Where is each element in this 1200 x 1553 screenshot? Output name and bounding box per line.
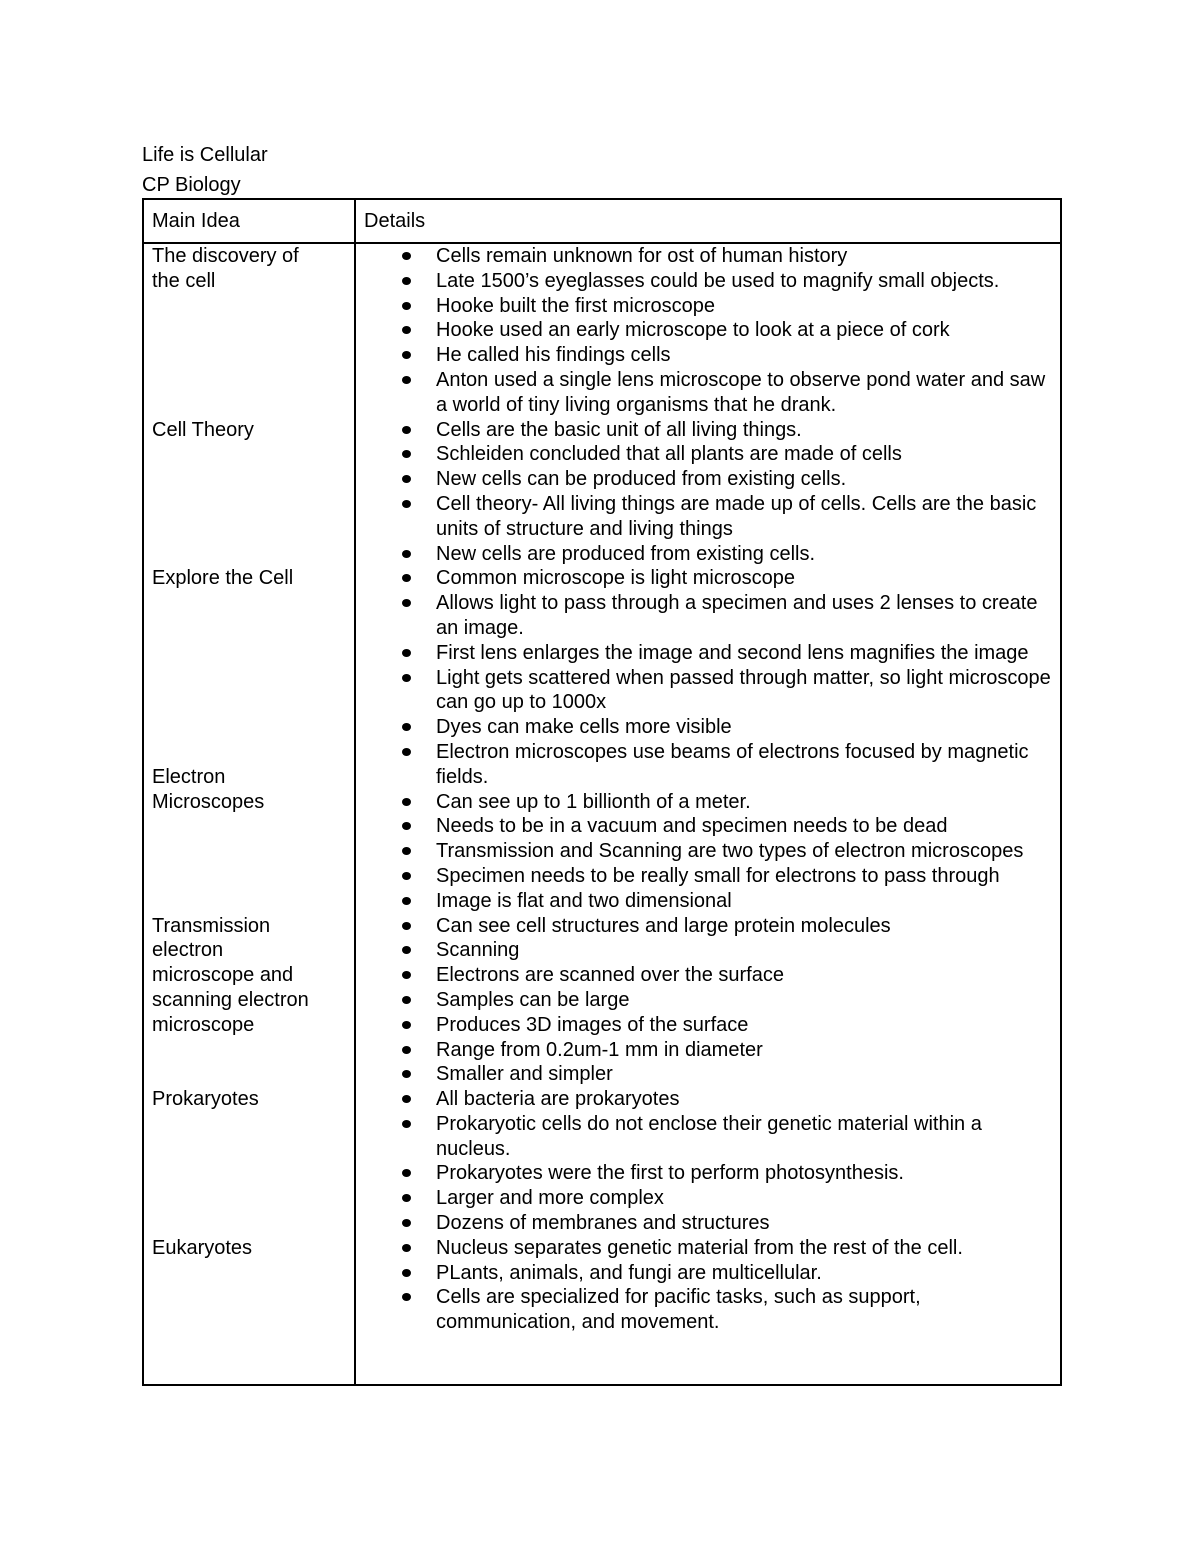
bullet-icon	[402, 822, 411, 830]
detail-text: Electron microscopes use beams of electrons focused by magnetic fields.	[436, 740, 1029, 788]
bullet-icon	[402, 1244, 411, 1252]
detail-text: Smaller and simpler	[436, 1063, 613, 1086]
bullet-icon	[402, 574, 411, 582]
detail-item	[436, 889, 1060, 914]
details-header: Details	[355, 199, 1061, 243]
main-idea-column	[143, 243, 355, 1385]
document-header	[142, 140, 268, 200]
detail-text: Light gets scattered when passed through matter, so light microscope can go up to 1000x	[436, 666, 1051, 714]
detail-text: Nucleus separates genetic material from the rest of the cell.	[436, 1236, 963, 1259]
detail-text: Electrons are scanned over the surface	[436, 964, 784, 987]
detail-text: He called his findings cells	[436, 344, 671, 367]
topic-eukaryotes	[152, 1236, 342, 1261]
detail-text: Scanning	[436, 939, 520, 962]
detail-text: Prokaryotic cells do not enclose their genetic material within a nucleus.	[436, 1112, 982, 1160]
detail-item	[436, 566, 1060, 591]
bullet-icon	[402, 922, 411, 930]
topic-line: microscope and	[152, 964, 294, 987]
detail-item	[436, 368, 1060, 418]
topic-line: Explore the Cell	[152, 567, 294, 590]
detail-item	[436, 1161, 1060, 1186]
topic-line: microscope	[152, 1013, 255, 1036]
bullet-icon	[402, 996, 411, 1004]
detail-text: Range from 0.2um-1 mm in diameter	[436, 1038, 763, 1061]
detail-item	[436, 740, 1060, 790]
bullet-icon	[402, 872, 411, 880]
detail-text: PLants, animals, and fungi are multicellular.	[436, 1261, 822, 1284]
detail-item	[436, 839, 1060, 864]
detail-item	[436, 1211, 1060, 1236]
detail-item	[436, 269, 1060, 294]
detail-item	[436, 938, 1060, 963]
bullet-icon	[402, 674, 411, 682]
detail-item	[436, 418, 1060, 443]
topic-explore-the-cell	[152, 566, 342, 591]
detail-text: Cells remain unknown for ost of human history	[436, 245, 848, 267]
topic-transmission-and-scanning	[152, 914, 342, 1038]
detail-item	[436, 1038, 1060, 1063]
bullet-icon	[402, 252, 411, 260]
detail-text: All bacteria are prokaryotes	[436, 1088, 680, 1111]
detail-item	[436, 988, 1060, 1013]
bullet-icon	[402, 798, 411, 806]
detail-text: Can see up to 1 billionth of a meter.	[436, 790, 751, 813]
detail-item	[436, 963, 1060, 988]
bullet-icon	[402, 847, 411, 855]
bullet-icon	[402, 1046, 411, 1054]
detail-text: Prokaryotes were the first to perform photosynthesis.	[436, 1162, 904, 1185]
bullet-icon	[402, 1219, 411, 1227]
detail-text: Dyes can make cells more visible	[436, 716, 732, 739]
topic-line: the cell	[152, 269, 216, 292]
detail-item	[436, 1013, 1060, 1038]
detail-text: Larger and more complex	[436, 1187, 664, 1210]
detail-item	[436, 1186, 1060, 1211]
detail-text: Needs to be in a vacuum and specimen needs to be dead	[436, 815, 948, 838]
bullet-icon	[402, 500, 411, 508]
bullet-icon	[402, 1095, 411, 1103]
detail-item	[436, 641, 1060, 666]
bullet-icon	[402, 1293, 411, 1301]
detail-text: Hooke used an early microscope to look at a piece of cork	[436, 319, 950, 342]
bullet-icon	[402, 748, 411, 756]
topic-line: Transmission	[152, 914, 271, 937]
bullet-icon	[402, 946, 411, 954]
detail-item	[436, 715, 1060, 740]
detail-item	[436, 790, 1060, 815]
topic-line: Cell Theory	[152, 418, 254, 441]
detail-item	[436, 814, 1060, 839]
bullet-icon	[402, 302, 411, 310]
document-subtitle: CP Biology	[142, 174, 241, 196]
detail-text: Cells are specialized for pacific tasks, such as support, communication, and movement.	[436, 1286, 921, 1334]
bullet-icon	[402, 1021, 411, 1029]
detail-text: Transmission and Scanning are two types of electron microscopes	[436, 840, 1024, 863]
bullet-icon	[402, 1169, 411, 1177]
detail-text: Hooke built the first microscope	[436, 294, 716, 317]
bullet-icon	[402, 649, 411, 657]
detail-item	[436, 1236, 1060, 1261]
detail-text: Samples can be large	[436, 988, 630, 1011]
bullet-icon	[402, 277, 411, 285]
detail-text: Specimen needs to be really small for electrons to pass through	[436, 864, 1000, 887]
bullet-icon	[402, 426, 411, 434]
detail-text: Cells are the basic unit of all living things.	[436, 418, 802, 441]
document-title: Life is Cellular	[142, 144, 268, 166]
bullet-icon	[402, 897, 411, 905]
bullet-icon	[402, 326, 411, 334]
detail-item	[436, 1261, 1060, 1286]
detail-text: Image is flat and two dimensional	[436, 889, 732, 912]
topic-line: Electron	[152, 765, 226, 788]
detail-text: Allows light to pass through a specimen and uses 2 lenses to create an image.	[436, 592, 1038, 639]
detail-item	[436, 467, 1060, 492]
topic-cell-theory	[152, 418, 342, 443]
detail-text: New cells can be produced from existing cells.	[436, 468, 847, 491]
bullet-icon	[402, 376, 411, 384]
details-column	[355, 243, 1061, 1385]
detail-text: Schleiden concluded that all plants are made of cells	[436, 443, 902, 466]
detail-text: Produces 3D images of the surface	[436, 1013, 749, 1036]
topic-line: The discovery of	[152, 245, 299, 267]
detail-item	[436, 1062, 1060, 1087]
detail-item	[436, 343, 1060, 368]
detail-item	[436, 1112, 1060, 1162]
bullet-icon	[402, 971, 411, 979]
detail-item	[436, 294, 1060, 319]
detail-item	[436, 442, 1060, 467]
header-row	[143, 199, 1061, 243]
detail-item	[436, 542, 1060, 567]
bullet-icon	[402, 1070, 411, 1078]
detail-item	[436, 244, 1060, 269]
topic-line: Eukaryotes	[152, 1237, 253, 1259]
main-idea-header: Main Idea	[143, 199, 355, 243]
detail-text: Cell theory- All living things are made up of cells. Cells are the basic units of structure and living things	[436, 492, 1037, 540]
detail-item	[436, 914, 1060, 939]
detail-text: New cells are produced from existing cells.	[436, 542, 816, 565]
bullet-icon	[402, 599, 411, 607]
topic-line: Prokaryotes	[152, 1088, 259, 1111]
detail-item	[436, 492, 1060, 542]
topic-line: scanning electron	[152, 988, 309, 1011]
detail-item	[436, 318, 1060, 343]
bullet-icon	[402, 450, 411, 458]
detail-text: Common microscope is light microscope	[436, 567, 796, 590]
bullet-icon	[402, 723, 411, 731]
topic-line: electron	[152, 939, 224, 962]
topic-line: Microscopes	[152, 790, 265, 813]
bullet-icon	[402, 1269, 411, 1277]
bullet-icon	[402, 1194, 411, 1202]
notes-table	[142, 198, 1062, 1386]
detail-text: Anton used a single lens microscope to observe pond water and saw a world of tiny living organisms that he drank.	[436, 368, 1046, 416]
bullet-icon	[402, 550, 411, 558]
details-list	[356, 244, 1060, 1335]
bullet-icon	[402, 1120, 411, 1128]
detail-item	[436, 1285, 1060, 1335]
detail-text: First lens enlarges the image and second lens magnifies the image	[436, 641, 1029, 664]
detail-item	[436, 864, 1060, 889]
detail-item	[436, 1087, 1060, 1112]
detail-item	[436, 591, 1060, 641]
detail-text: Dozens of membranes and structures	[436, 1212, 770, 1235]
topic-prokaryotes	[152, 1087, 342, 1112]
detail-item	[436, 666, 1060, 716]
detail-text: Can see cell structures and large protein molecules	[436, 914, 891, 937]
bullet-icon	[402, 475, 411, 483]
topic-discovery-of-the-cell	[152, 244, 342, 294]
topic-electron-microscopes	[152, 765, 342, 815]
bullet-icon	[402, 351, 411, 359]
content-row	[143, 243, 1061, 1385]
detail-text: Late 1500’s eyeglasses could be used to magnify small objects.	[436, 269, 1000, 292]
